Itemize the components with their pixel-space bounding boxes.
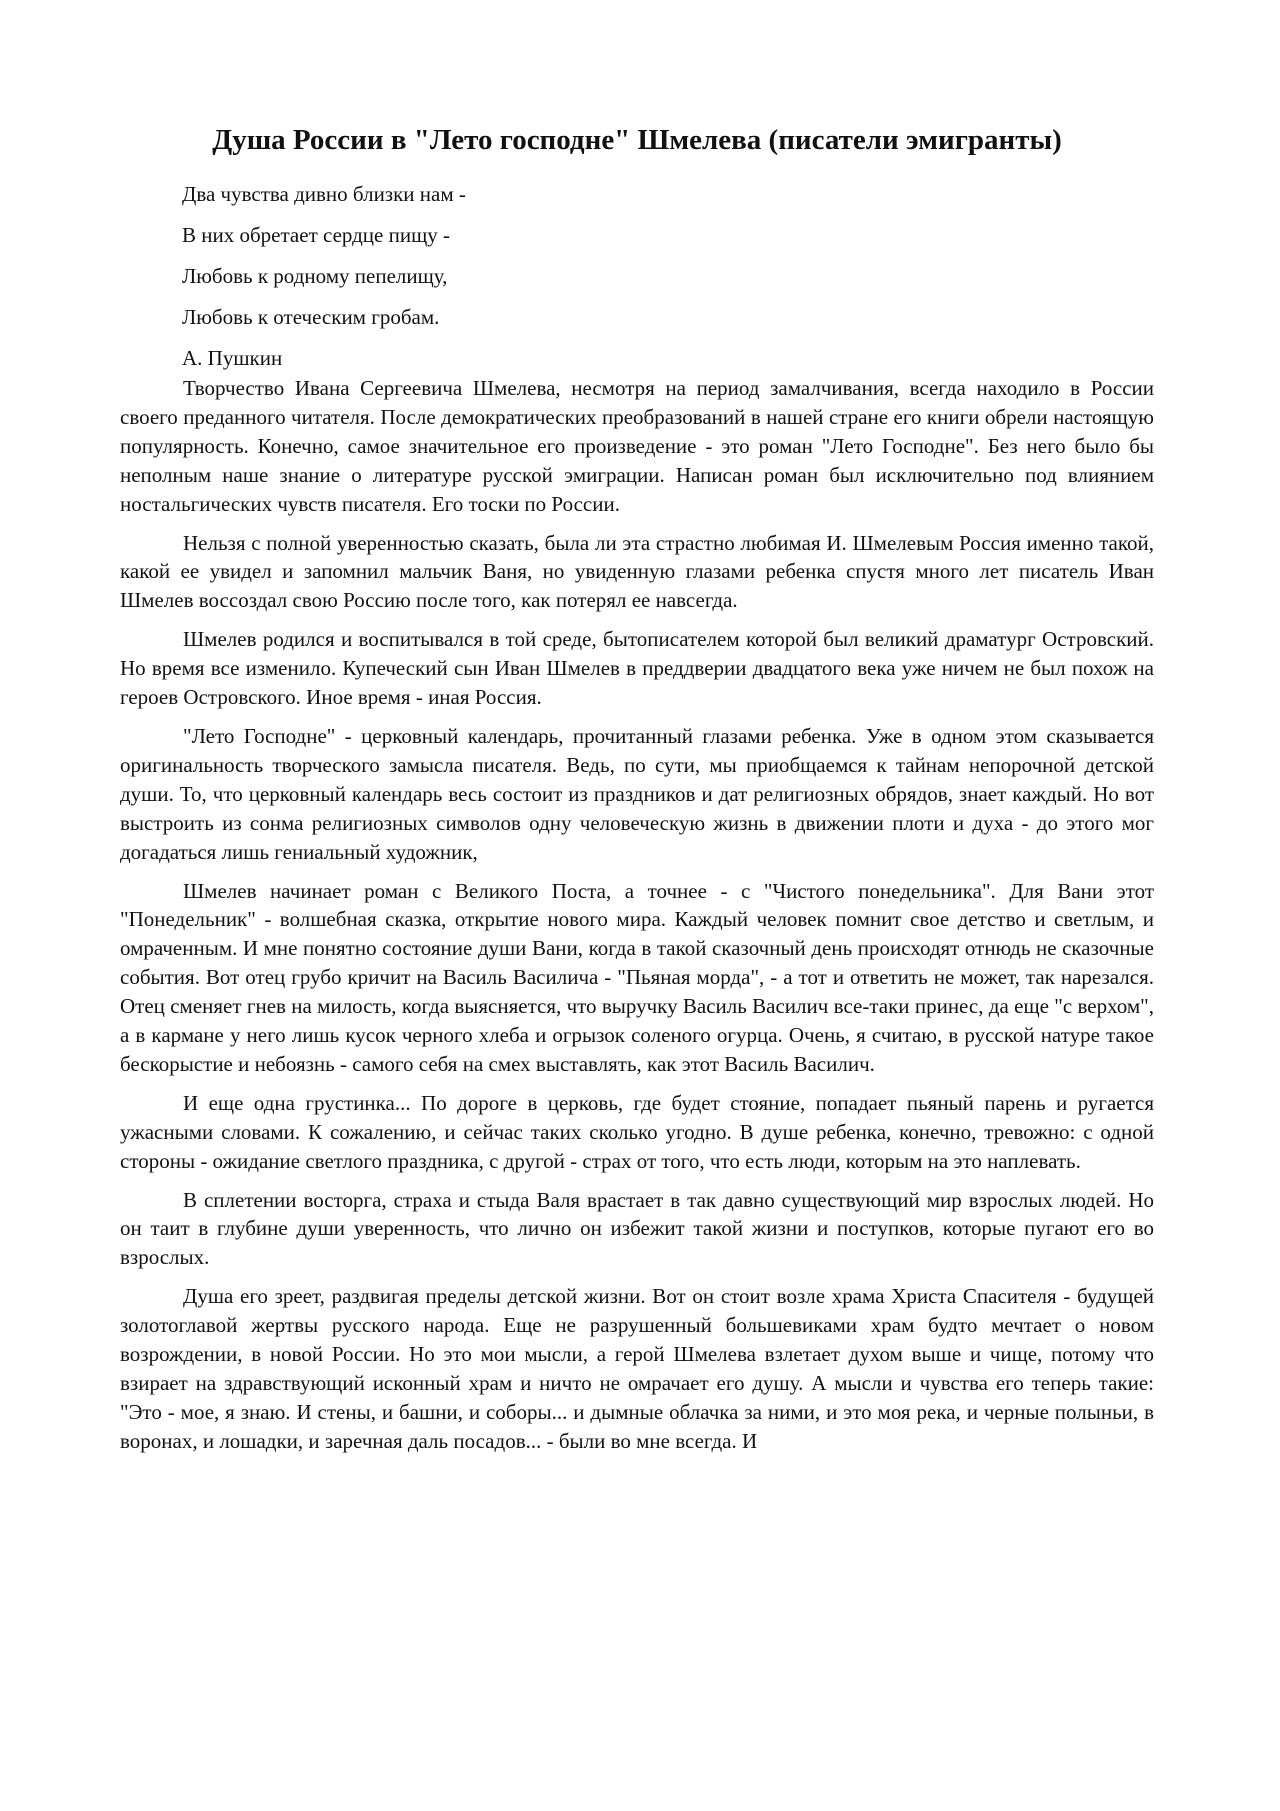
document-title: Душа России в "Лето господне" Шмелева (писатели эмигранты) — [212, 124, 1062, 156]
epigraph-line: Два чувства дивно близки нам - — [182, 182, 466, 206]
paragraph: Нельзя с полной уверенностью сказать, была ли эта страстно любимая И. Шмелевым Россия именно такой, какой ее увидел и запомнил мальчик Ваня, но увиденную глазами ребенка спустя много лет писатель Иван Шмелев воссоздал свою Россию после того, как потерял ее навсегда. — [120, 530, 1154, 613]
epigraph-line: Любовь к отеческим гробам. — [182, 305, 440, 329]
paragraph: Шмелев начинает роман с Великого Поста, а точнее - с "Чистого понедельника". Для Вани этот "Понедельник" - волшебная сказка, открытие нового мира. Каждый человек помнит свое детство и светлым, и омраченным. И мне понятно состояние души Вани, когда в такой сказочный день происходят отнюдь не сказочные события. Вот отец грубо кричит на Василь Василича - "Пьяная морда", - а тот и ответить не может, так нарезался. Отец сменяет гнев на милость, когда выясняется, что выручку Василь Василич все-таки принес, да еще "с верхом", а в кармане у него лишь кусок черного хлеба и огрызок соленого огурца. Очень, я считаю, в русской натуре такое бескорыстие и небоязнь - самого себя на смех выставлять, как этот Василь Василич. — [120, 878, 1154, 1076]
paragraph: "Лето Господне" - церковный календарь, прочитанный глазами ребенка. Уже в одном этом сказывается оригинальность творческого замысла писателя. Ведь, по сути, мы приобщаемся к тайнам непорочной детской души. То, что церковный календарь весь состоит из праздников и дат религиозных обрядов, знает каждый. Но вот выстроить из сонма религиозных символов одну человеческую жизнь в движении плоти и духа - до этого мог догадаться лишь гениальный художник, — [120, 723, 1154, 864]
paragraph: Творчество Ивана Сергеевича Шмелева, несмотря на период замалчивания, всегда находило в России своего преданного читателя. После демократических преобразований в нашей стране его книги обрели настоящую популярность. Конечно, самое значительное его произведение - это роман "Лето Господне". Без него было бы неполным наше знание о литературе русской эмиграции. Написан роман был исключительно под влиянием ностальгических чувств писателя. Его тоски по России. — [120, 376, 1154, 516]
paragraph: Шмелев родился и воспитывался в той среде, бытописателем которой был великий драматург Островский. Но время все изменило. Купеческий сын Иван Шмелев в преддверии двадцатого века уже ничем не был похож на героев Островского. Иное время - иная Россия. — [120, 627, 1154, 710]
document-body — [120, 374, 1154, 1466]
paragraph: Душа его зреет, раздвигая пределы детской жизни. Вот он стоит возле храма Христа Спасителя - будущей золотоглавой жертвы русского народа. Еще не разрушенный большевиками храм будто мечтает о новом возрождении, в новой России. Но это мои мысли, а герой Шмелева взлетает духом выше и чище, потому что взирает на здравствующий исконный храм и ничто не омрачает его душу. А мысли и чувства его теперь такие: "Это - мое, я знаю. И стены, и башни, и соборы... и дымные облачка за ними, и это моя река, и черные полыньи, в воронах, и лошадки, и заречная даль посадов... - были во мне всегда. И — [120, 1284, 1154, 1453]
epigraph-author: А. Пушкин — [182, 346, 283, 370]
paragraph: В сплетении восторга, страха и стыда Валя врастает в так давно существующий мир взрослых людей. Но он таит в глубине души уверенность, что лично он избежит такой жизни и поступков, которые пугают его во взрослых. — [120, 1187, 1154, 1270]
epigraph-line: Любовь к родному пепелищу, — [182, 264, 448, 288]
paragraph: И еще одна грустинка... По дороге в церковь, где будет стояние, попадает пьяный парень и ругается ужасными словами. К сожалению, и сейчас таких сколько угодно. В душе ребенка, конечно, тревожно: с одной стороны - ожидание светлого праздника, с другой - страх от того, что есть люди, которым на это наплевать. — [120, 1090, 1154, 1173]
epigraph — [182, 174, 466, 379]
epigraph-line: В них обретает сердце пищу - — [182, 223, 450, 247]
